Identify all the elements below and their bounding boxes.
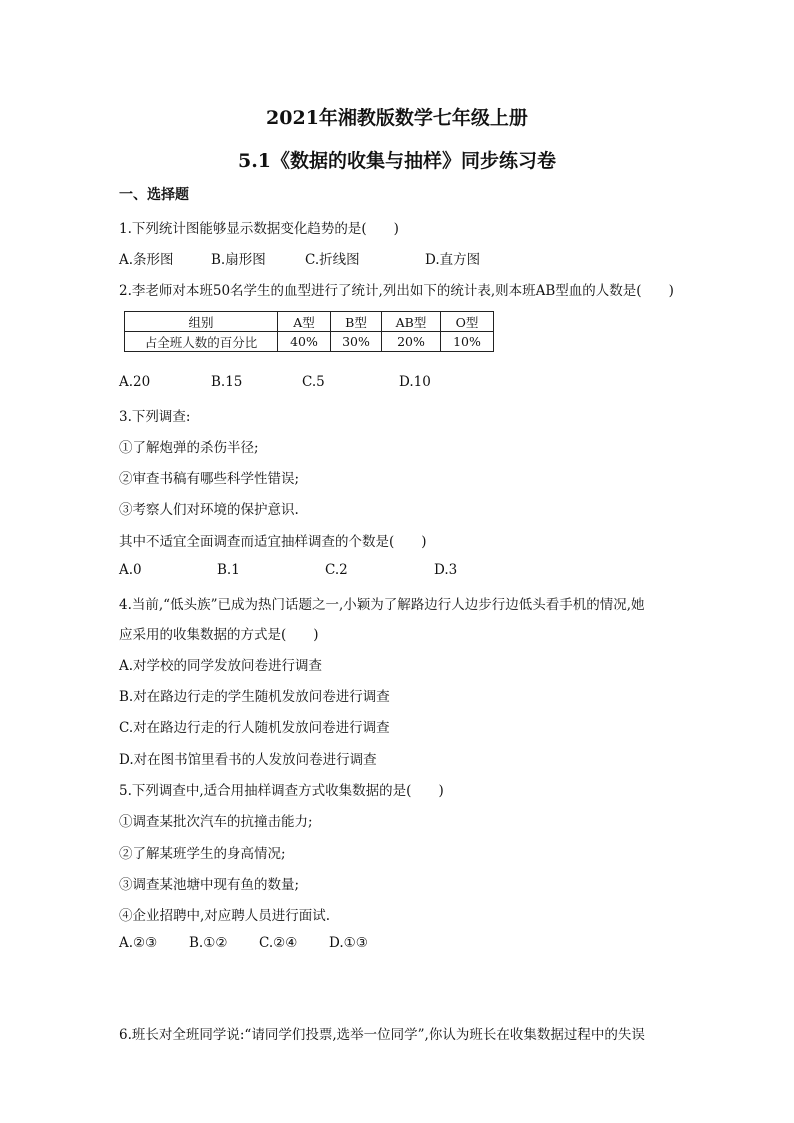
option-a: A.条形图 [119,252,174,268]
option-c: C.5 [302,374,325,390]
option-d: D.直方图 [425,252,481,268]
table-row [125,332,494,352]
option-c: C.2 [325,562,348,578]
table-cell: 10% [441,332,494,352]
option-d: D.对在图书馆里看书的人发放问卷进行调查 [119,752,377,768]
table-cell: 40% [278,332,331,352]
question-5-item: ②了解某班学生的身高情况; [119,846,286,862]
question-5-options [119,935,679,955]
table-header-cell: B型 [331,312,382,332]
document-subtitle: 5.1《数据的收集与抽样》同步练习卷 [237,150,557,172]
option-a: A.0 [119,562,142,578]
option-d: D.10 [399,374,431,390]
section-heading: 一、选择题 [119,187,189,203]
option-b: B.扇形图 [211,252,266,268]
option-d: D.①③ [329,935,368,951]
question-3-stem: 3.下列调查: [119,409,191,425]
option-b: B.①② [189,935,228,951]
question-4-stem-continued: 应采用的收集数据的方式是( ) [119,627,319,643]
option-b: B.15 [211,374,243,390]
question-1-stem: 1.下列统计图能够显示数据变化趋势的是( ) [119,221,399,237]
option-a: A.对学校的同学发放问卷进行调查 [119,658,323,674]
table-header-cell: A型 [278,312,331,332]
question-4-stem: 4.当前,“低头族”已成为热门话题之一,小颖为了解路边行人边步行边低头看手机的情况,她 [119,597,645,613]
table-cell: 占全班人数的百分比 [125,332,278,352]
question-2-stem: 2.李老师对本班50名学生的血型进行了统计,列出如下的统计表,则本班AB型血的人数是( ) [119,283,674,299]
question-3-question: 其中不适宜全面调查而适宜抽样调查的个数是( ) [119,534,427,550]
option-d: D.3 [434,562,458,578]
question-5-item: ①调查某批次汽车的抗撞击能力; [119,814,313,830]
table-header-cell: O型 [441,312,494,332]
blood-type-table [124,311,494,352]
table-header-cell: 组别 [125,312,278,332]
question-3-item: ②审查书稿有哪些科学性错误; [119,471,300,487]
table-cell: 20% [382,332,441,352]
question-5-item: ④企业招聘中,对应聘人员进行面试. [119,908,331,924]
document-title: 2021年湘教版数学七年级上册 [266,107,528,129]
table-header-cell: AB型 [382,312,441,332]
table-cell: 30% [331,332,382,352]
option-a: A.②③ [119,935,158,951]
option-b: B.对在路边行走的学生随机发放问卷进行调查 [119,689,390,705]
option-c: C.对在路边行走的行人随机发放问卷进行调查 [119,720,390,736]
question-1-options [119,248,679,268]
option-b: B.1 [217,562,240,578]
question-2-options [119,374,679,394]
table-header-row [125,312,494,332]
question-5-item: ③调查某池塘中现有鱼的数量; [119,877,300,893]
question-3-options [119,562,679,582]
option-c: C.折线图 [305,252,360,268]
question-6-stem: 6.班长对全班同学说:“请同学们投票,选举一位同学”,你认为班长在收集数据过程中的失误 [119,1027,645,1043]
question-3-item: ①了解炮弹的杀伤半径; [119,440,259,456]
option-c: C.②④ [259,935,298,951]
option-a: A.20 [119,374,151,390]
question-3-item: ③考察人们对环境的保护意识. [119,502,299,518]
question-5-stem: 5.下列调查中,适合用抽样调查方式收集数据的是( ) [119,783,444,799]
